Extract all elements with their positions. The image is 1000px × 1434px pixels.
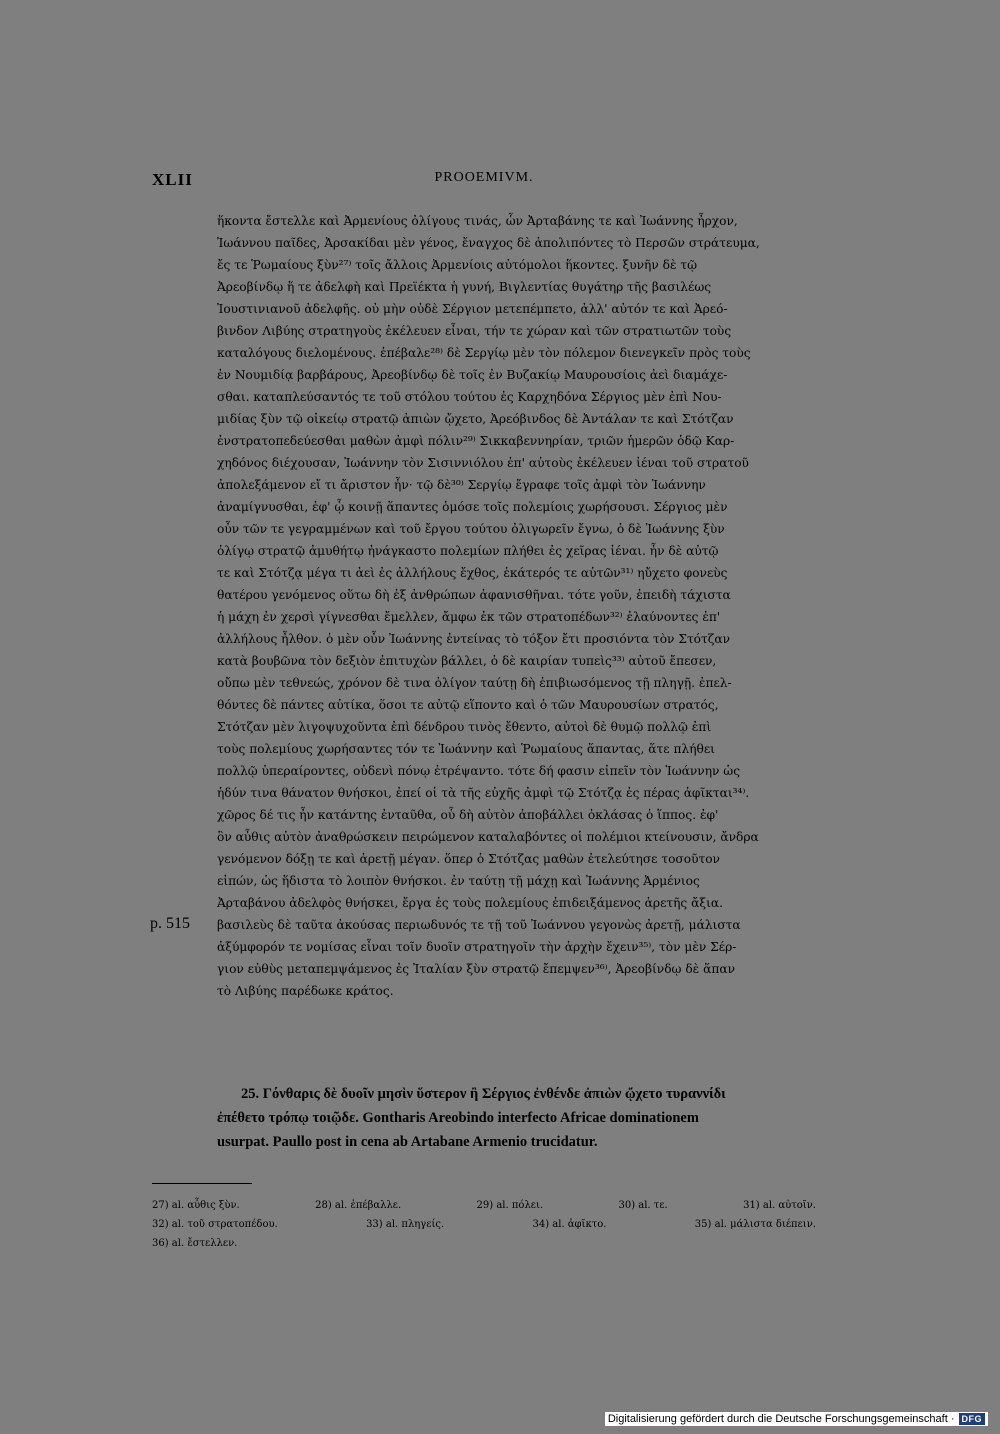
page-header — [152, 170, 816, 190]
text-line: ἡδύν τινα θάνατον θνήσκοι, ἐπεί οἱ τὰ τῆς εὐχῆς ἀμφὶ τῷ Στότζᾳ ἐς πέρας ἀφῖκται³⁴⁾. — [217, 786, 750, 800]
page-number: XLII — [152, 170, 193, 189]
footnote: 29) al. πόλει. — [476, 1200, 544, 1211]
text-line: οὖν τῶν τε γεγραμμένων καὶ τοῦ ἔργου τούτου ὀλιγωρεῖν ἔγνω, ὁ δὲ Ἰωάννης ξὺν — [217, 522, 725, 536]
footnote-row — [152, 1196, 816, 1215]
footnotes — [152, 1196, 816, 1253]
footnote: 33) al. πληγείς. — [366, 1219, 445, 1230]
running-head: PROOEMIVM. — [434, 170, 534, 185]
text-line: ἥκοντα ἔστελλε καὶ Ἀρμενίους ὀλίγους τινάς, ὧν Ἀρταβάνης τε καὶ Ἰωάννης ἦρχον, — [217, 214, 738, 228]
text-line: usurpat. Paullo post in cena ab Artabane Armenio trucidatur. — [217, 1134, 598, 1150]
footnote: 28) al. ἐπέβαλλε. — [315, 1200, 402, 1211]
dfg-logo-icon: DFG — [959, 1413, 986, 1425]
text-line: καταλόγους διελομένους. ἐπέβαλε²⁸⁾ δὲ Σεργίῳ μὲν τὸν πόλεμον διενεγκεῖν πρὸς τοὺς — [217, 346, 751, 360]
text-line: ἀξύμφορόν τε νομίσας εἶναι τοῖν δυοῖν στρατηγοῖν τὴν ἀρχὴν ἔχειν³⁵⁾, τὸν μὲν Σέρ- — [217, 940, 737, 954]
text-line: τε καὶ Στότζᾳ μέγα τι ἀεὶ ἐς ἀλλήλους ἔχθος, ἑκάτερός τε αὐτῶν³¹⁾ ηὔχετο φονεὺς — [217, 566, 728, 580]
footnote: 30) al. τε. — [618, 1200, 668, 1211]
text-line: γενόμενον δόξῃ τε καὶ ἀρετῇ μέγαν. ὅπερ ὁ Στότζας μαθὼν ἐτελεύτησε τοσοῦτον — [217, 852, 720, 866]
text-line: τοὺς πολεμίους χωρήσαντες τόν τε Ἰωάννην καὶ Ῥωμαίους ἅπαντας, ἅτε πλήθει — [217, 742, 715, 756]
footnote-rule — [152, 1183, 252, 1184]
text-line: μιδίας ξὺν τῷ οἰκείῳ στρατῷ ἀπιὼν ᾤχετο, Ἀρεόβινδος δὲ Ἀντάλαν τε καὶ Στότζαν — [217, 412, 734, 426]
footnote: 36) al. ἔστελλεν. — [152, 1238, 238, 1249]
text-line: εἰπών, ὡς ἥδιστα τὸ λοιπὸν θνήσκοι. ἐν ταύτῃ τῇ μάχῃ καὶ Ἰωάννης Ἀρμένιος — [217, 874, 700, 888]
text-line: ὀλίγῳ στρατῷ ἀμυθήτῳ ἠνάγκαστο πολεμίων πλήθει ἐς χεῖρας ἰέναι. ἦν δὲ αὐτῷ — [217, 544, 719, 558]
text-line: οὔπω μὲν τεθνεώς, χρόνον δὲ τινα ὀλίγον ταύτῃ δὴ ἐπιβιωσόμενος τῇ πληγῇ. ἐπελ- — [217, 676, 732, 690]
section-heading-paragraph — [217, 1082, 827, 1154]
text-line: ἀλλήλους ἦλθον. ὁ μὲν οὖν Ἰωάννης ἐντείνας τὸ τόξον ἔτι προσιόντα τὸν Στότζαν — [217, 632, 731, 646]
text-line: ἔς τε Ῥωμαίους ξὺν²⁷⁾ τοῖς ἄλλοις Ἀρμενίοις αὐτόμολοι ἥκοντες. ξυνῆν δὲ τῷ — [217, 258, 698, 272]
text-line: σθαι. καταπλεύσαντός τε τοῦ στόλου τούτου ἐς Καρχηδόνα Σέργιος μὲν ἐπὶ Νου- — [217, 390, 722, 404]
text-line: ἀναμίγνυσθαι, ἐφ' ᾧ κοινῇ ἅπαντες ὁμόσε τοῖς πολεμίοις χωρήσουσι. Σέργιος μὲν — [217, 500, 728, 514]
text-line: πολλῷ ὑπεραίροντες, οὐδενὶ πόνῳ ἐτρέψαντο. τότε δή φασιν εἰπεῖν τὸν Ἰωάννην ὡς — [217, 764, 741, 778]
text-line: Ἀρεοβίνδῳ ἥ τε ἀδελφὴ καὶ Πρεϊέκτα ἡ γυνή, Βιγλεντίας θυγάτηρ τῆς βασιλέως — [217, 280, 712, 294]
footnote: 35) al. μάλιστα διέπειν. — [694, 1219, 816, 1230]
text-line: ὃν αὖθις αὐτὸν ἀναθρώσκειν πειρώμενον καταλαβόντες οἱ πολέμιοι κτείνουσιν, ἄνδρα — [217, 830, 759, 844]
text-line: ἡ μάχη ἐν χερσὶ γίγνεσθαι ἔμελλεν, ἄμφω ἐκ τῶν στρατοπέδων³²⁾ ἐλαύνοντες ἐπ' — [217, 610, 721, 624]
text-line: Ἀρταβάνου ἀδελφὸς θνήσκει, ἔργα ἐς τοὺς πολεμίους ἐπιδειξάμενος ἀρετῆς ἄξια. — [217, 896, 723, 910]
text-line: γιον εὐθὺς μεταπεμψάμενος ἐς Ἰταλίαν ξὺν στρατῷ ἔπεμψεν³⁶⁾, Ἀρεοβίνδῳ δὲ ἅπαν — [217, 962, 735, 976]
text-line: τὸ Λιβύης παρέδωκε κράτος. — [217, 984, 394, 998]
text-line: ἐπέθετο τρόπῳ τοιῷδε. Gontharis Areobindo interfecto Africae dominationem — [217, 1110, 699, 1126]
text-line: κατὰ βουβῶνα τὸν δεξιὸν ἐπιτυχὼν βάλλει, ὁ δὲ καιρίαν τυπεὶς³³⁾ αὐτοῦ ἔπεσεν, — [217, 654, 717, 668]
footnote: 34) al. ἀφῖκτο. — [532, 1219, 607, 1230]
credit-text: Digitalisierung gefördert durch die Deutsche Forschungsgemeinschaft · — [607, 1413, 955, 1425]
footnote-row — [152, 1234, 816, 1253]
text-line: χῶρος δέ τις ἦν κατάντης ἐνταῦθα, οὗ δὴ αὐτὸν ἀποβάλλει ὀκλάσας ὁ ἵππος. ἐφ' — [217, 808, 719, 822]
footnote: 27) al. αὖθις ξὺν. — [152, 1200, 240, 1211]
margin-page-reference: p. 515 — [150, 915, 190, 932]
text-line: βασιλεὺς δὲ ταῦτα ἀκούσας περιωδυνός τε τῇ τοῦ Ἰωάννου γεγονὼς ἀρετῇ, μάλιστα — [217, 918, 741, 932]
text-line: βινδον Λιβύης στρατηγοὺς ἐκέλευεν εἶναι, τήν τε χώραν καὶ τῶν στρατιωτῶν τοὺς — [217, 324, 732, 338]
text-line: χηδόνος διέχουσαν, Ἰωάννην τὸν Σισιννιόλου ἐπ' αὐτοὺς ἐκέλευεν ἰέναι τοῦ στρατοῦ — [217, 456, 749, 470]
text-line: θόντες δὲ πάντες αὐτίκα, ὅσοι τε αὐτῷ εἵποντο καὶ ὁ τῶν Μαυρουσίων στρατός, — [217, 698, 719, 712]
text-line: ἐνστρατοπεδεύεσθαι μαθὼν ἀμφὶ πόλιν²⁹⁾ Σικκαβεννηρίαν, τριῶν ἡμερῶν ὁδῷ Καρ- — [217, 434, 735, 448]
text-line: Ἰωάννου παῖδες, Ἀρσακίδαι μὲν γένος, ἔναγχος δὲ ἀπολιπόντες τὸ Περσῶν στράτευμα, — [217, 236, 760, 250]
footnote: 31) al. αὐτοῖν. — [743, 1200, 816, 1211]
text-line: θατέρου γενόμενος οὕτω δὴ ἐξ ἀνθρώπων ἀφανισθῆναι. τότε γοῦν, ἐπειδὴ τάχιστα — [217, 588, 731, 602]
text-line: 25. Γόνθαρις δὲ δυοῖν μησὶν ὕστερον ἢ Σέργιος ἐνθένδε ἀπιὼν ᾤχετο τυραννίδι — [241, 1086, 726, 1102]
footnote: 32) al. τοῦ στρατοπέδου. — [152, 1219, 278, 1230]
text-line: Στότζαν μὲν λιγοψυχοῦντα ἐπὶ δένδρου τινὸς ἔθεντο, αὐτοὶ δὲ θυμῷ πολλῷ ἐπὶ — [217, 720, 712, 734]
text-line: ἀπολεξάμενον εἴ τι ἄριστον ἦν· τῷ δὲ³⁰⁾ Σεργίῳ ἔγραφε τοῖς ἀμφὶ τὸν Ἰωάννην — [217, 478, 706, 492]
digitization-credit — [605, 1412, 988, 1426]
text-line: ἐν Νουμιδίᾳ βαρβάρους, Ἀρεοβίνδῳ δὲ τοῖς ἐν Βυζακίῳ Μαυρουσίοις ἀεὶ διαμάχε- — [217, 368, 728, 382]
footnote-row — [152, 1215, 816, 1234]
text-line: Ἰουστινιανοῦ ἀδελφῆς. οὐ μὴν οὐδὲ Σέργιον μετεπέμπετο, ἀλλ' αὐτόν τε καὶ Ἀρεό- — [217, 302, 728, 316]
main-text — [217, 210, 817, 1002]
